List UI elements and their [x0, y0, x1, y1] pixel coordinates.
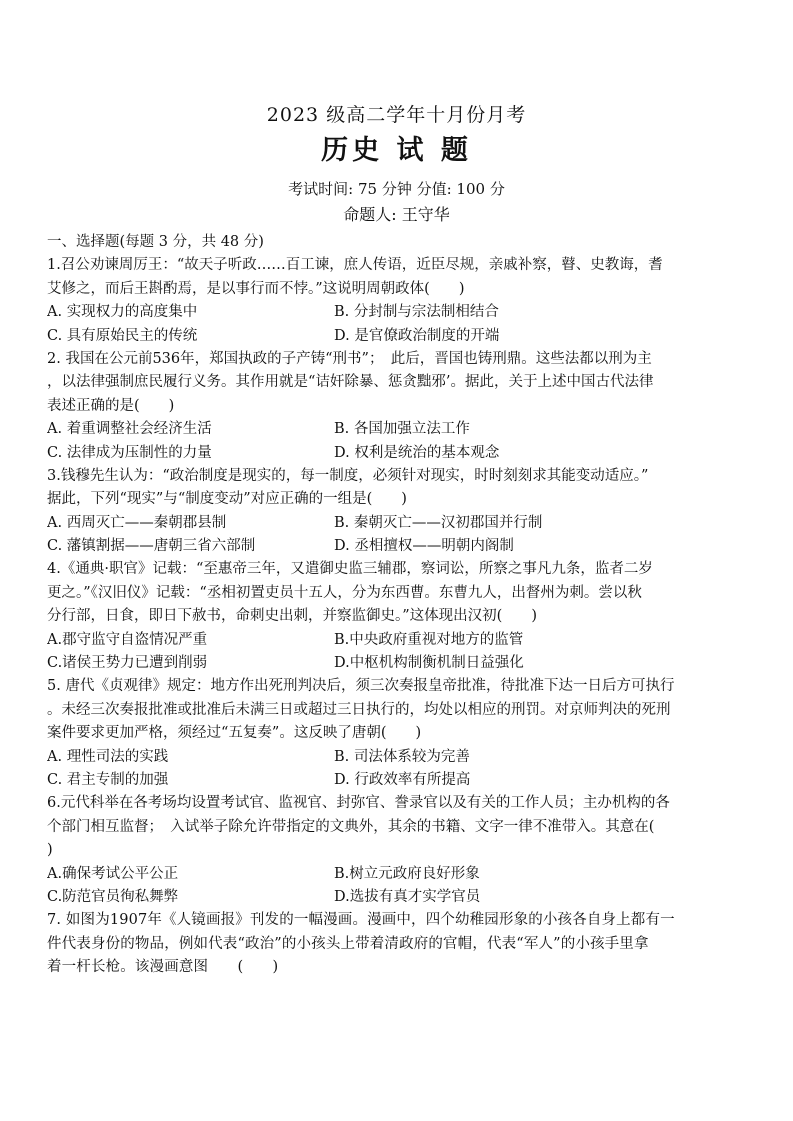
option-row [47, 301, 759, 324]
option-b: B. 分封制与宗法制相结合 [334, 304, 499, 321]
option-d: D. 权利是统治的基本观念 [334, 444, 500, 461]
option-b: B.中央政府重视对地方的监管 [334, 631, 524, 648]
question-text-line: 分行部，日食，即日下赦书，命刺史出刺，并察监御史。”这体现出汉初( ) [47, 608, 537, 625]
question-text-line: ) [47, 842, 53, 859]
subject-title: 历史 试 题 [321, 135, 472, 166]
option-b: B. 各国加强立法工作 [334, 421, 470, 438]
question-4 [47, 558, 759, 675]
exam-author: 命题人: 王守华 [343, 205, 450, 224]
question-text-line: 1.召公劝谏周厉王：“故天子听政……百工谏，庶人传语，近臣尽规，亲戚补察，瞽、史教诲，耆 [47, 257, 663, 274]
option-a: A. 着重调整社会经济生活 [47, 421, 212, 438]
option-b: B.树立元政府良好形象 [334, 865, 480, 882]
exam-title: 2023 级高二学年十月份月考 [266, 104, 527, 126]
option-row [47, 512, 759, 535]
option-c: C.防范官员徇私舞弊 [47, 888, 179, 905]
question-text-line: 4.《通典·职官》记载：“至惠帝三年，又遣御史监三辅郡，察词讼，所察之事凡九条，监者二岁 [47, 561, 653, 578]
option-row [47, 886, 759, 909]
option-a: A. 理性司法的实践 [47, 748, 169, 765]
option-row [47, 629, 759, 652]
question-text-line: 件代表身份的物品，例如代表“政治”的小孩头上带着清政府的官帽，代表“军人”的小孩手里拿 [47, 935, 649, 952]
option-c: C.诸侯王势力已遭到削弱 [47, 655, 208, 672]
question-text-line: 表述正确的是( ) [47, 397, 175, 414]
option-row [47, 325, 759, 348]
question-text-line: 7. 如图为1907年《人镜画报》刊发的一幅漫画。漫画中，四个幼稚园形象的小孩各自身上都有一 [47, 912, 675, 929]
option-c: C. 藩镇割据——唐朝三省六部制 [47, 538, 256, 555]
option-c: C. 法律成为压制性的力量 [47, 444, 212, 461]
question-5 [47, 675, 759, 792]
option-row [47, 746, 759, 769]
question-text-line: 艾修之，而后王斟酌焉，是以事行而不悖。”这说明周朝政体( ) [47, 280, 465, 297]
option-a: A.郡守监守自盗情况严重 [47, 631, 208, 648]
option-d: D.中枢机构制衡机制日益强化 [334, 655, 524, 672]
option-d: D. 丞相擅权——明朝内阁制 [334, 538, 514, 555]
question-text-line: ，以法律强制庶民履行义务。其作用就是“诘奸除暴、惩贪黜邪’。据此，关于上述中国古代法律 [47, 374, 654, 391]
question-3 [47, 465, 759, 559]
question-text-line: 。未经三次奏报批准或批准后未满三日或超过三日执行的，均处以相应的刑罚。对京师判决的死刑 [47, 701, 671, 718]
option-d: D. 行政效率有所提高 [334, 771, 471, 788]
option-row [47, 418, 759, 441]
option-row [47, 535, 759, 558]
option-row [47, 652, 759, 675]
question-text-line: 2. 我国在公元前536年，郑国执政的子产铸“刑书”； 此后，晋国也铸刑鼎。这些法都以刑为主 [47, 350, 652, 367]
question-text-line: 5. 唐代《贞观律》规定：地方作出死刑判决后，须三次奏报皇帝批准，待批准下达一日后方可执行 [47, 678, 675, 695]
option-row [47, 863, 759, 886]
section-title: 一、选择题(每题 3 分，共 48 分) [47, 234, 264, 250]
exam-body [47, 231, 759, 980]
option-b: B. 司法体系较为完善 [334, 748, 470, 765]
question-text-line: 个部门相互监督； 入试举子除允许带指定的文典外，其余的书籍、文字一律不准带入。其意在( [47, 818, 655, 835]
question-text-line: 6.元代科举在各考场均设置考试官、监视官、封弥官、誊录官以及有关的工作人员；主办机构的各 [47, 795, 670, 812]
question-6 [47, 792, 759, 909]
question-text-line: 更之。”《汉旧仪》记载：“丞相初置吏员十五人，分为东西曹。东曹九人，出督州为刺。尝以秋 [47, 584, 642, 601]
question-text-line: 据此，下列“现实”与“制度变动”对应正确的一组是( ) [47, 491, 407, 508]
exam-info: 考试时间: 75 分钟 分值: 100 分 [288, 180, 505, 198]
question-text-line: 着一杆长枪。该漫画意图 ( ) [47, 959, 279, 976]
option-d: D. 是官僚政治制度的开端 [334, 327, 500, 344]
option-a: A. 实现权力的高度集中 [47, 304, 198, 321]
question-7 [47, 909, 759, 979]
question-2 [47, 348, 759, 465]
question-1 [47, 254, 759, 348]
option-row [47, 442, 759, 465]
option-b: B. 秦朝灭亡——汉初郡国并行制 [334, 514, 543, 531]
option-c: C. 君主专制的加强 [47, 771, 169, 788]
option-d: D.选拔有真才实学官员 [334, 888, 481, 905]
option-a: A. 西周灭亡——秦朝郡县制 [47, 514, 227, 531]
option-c: C. 具有原始民主的传统 [47, 327, 198, 344]
question-text-line: 3.钱穆先生认为：“政治制度是现实的，每一制度，必须针对现实，时时刻刻求其能变动适应。” [47, 467, 649, 484]
option-row [47, 769, 759, 792]
question-text-line: 案件要求更加严格，须经过“五复奏”。这反映了唐朝( ) [47, 725, 422, 742]
option-a: A.确保考试公平公正 [47, 865, 179, 882]
